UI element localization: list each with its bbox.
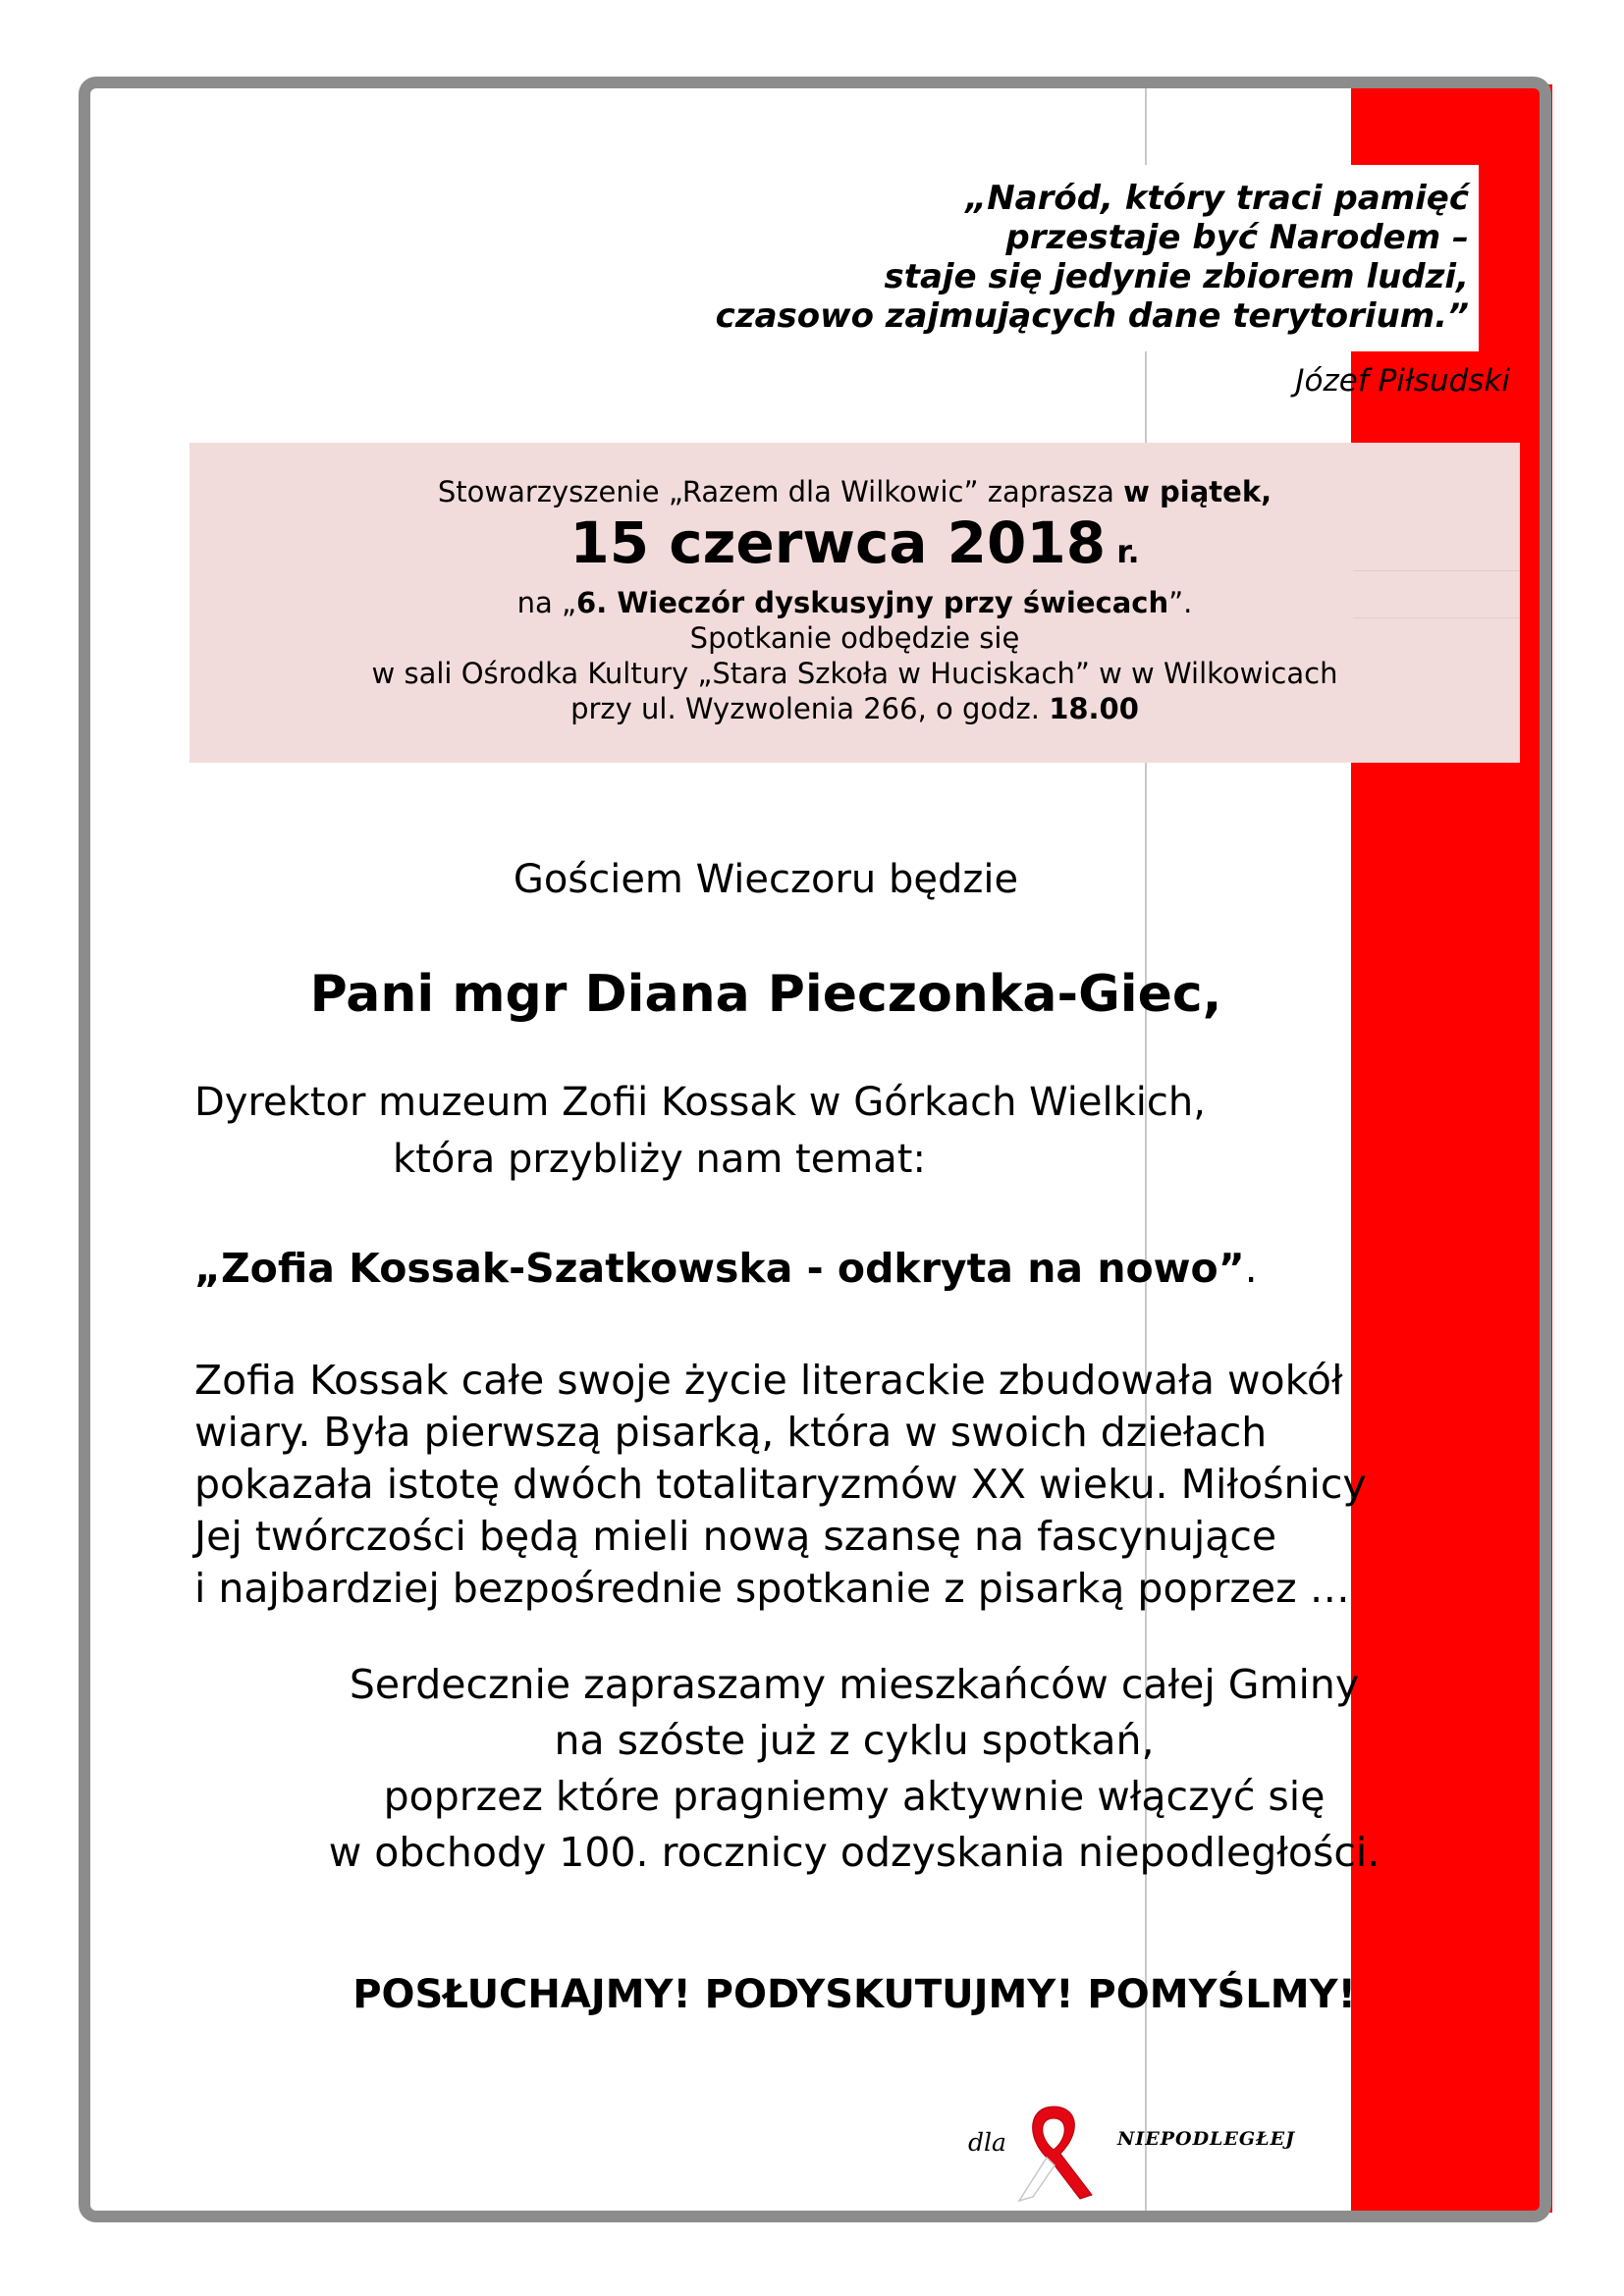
event-title-line: na „6. Wieczór dyskusyjny przy świecach”. — [516, 586, 1193, 619]
ribbon-icon — [1000, 2099, 1108, 2207]
description-line: Jej twórczości będą mieli nową szansę na fascynujące — [194, 1513, 1277, 1560]
description-line: Zofia Kossak całe swoje życie literackie zbudowała wokół — [194, 1357, 1343, 1404]
closing-line: Serdecznie zapraszamy mieszkańców całej Gminy — [349, 1661, 1360, 1708]
description-paragraph — [194, 1355, 1367, 1615]
logo-text: NIEPODLEGŁEJ — [1117, 2128, 1296, 2150]
guest-role: Dyrektor muzeum Zofii Kossak w Górkach Wielkich, — [194, 1080, 1206, 1125]
guest-name: Pani mgr Diana Pieczonka-Giec, — [309, 965, 1222, 1024]
guest-intro: Gościem Wieczoru będzie — [513, 857, 1019, 902]
closing-invitation — [0, 1657, 1624, 1881]
quote-line: staje się jedynie zbiorem ludzi, — [884, 257, 1469, 296]
slogan: POSŁUCHAJMY! PODYSKUTUJMY! POMYŚLMY! — [352, 1972, 1356, 2017]
closing-line: poprzez które pragniemy aktywnie włączyć się — [383, 1773, 1326, 1820]
closing-line: w obchody 100. rocznicy odzyskania niepodległości. — [328, 1829, 1380, 1876]
quote-line: czasowo zajmujących dane terytorium.” — [715, 296, 1469, 336]
quote-block — [687, 165, 1479, 351]
invitation-line-4: Spotkanie odbędzie się — [689, 621, 1020, 655]
invitation-box — [189, 443, 1520, 763]
venue-line: w sali Ośrodka Kultury „Stara Szkoła w Huciskach” w w Wilkowicach — [371, 657, 1338, 690]
event-date: 15 czerwca 2018 r. — [569, 509, 1140, 576]
divider — [1353, 617, 1520, 618]
quote-author: Józef Piłsudski — [1295, 363, 1510, 399]
divider — [1353, 570, 1520, 571]
logo-prefix: dla — [968, 2128, 1006, 2157]
niepodleglej-logo — [960, 2099, 1333, 2207]
invitation-line-1: Stowarzyszenie „Razem dla Wilkowic” zaprasza w piątek, — [437, 475, 1272, 508]
description-line: i najbardziej bezpośrednie spotkanie z pisarką poprzez … — [194, 1565, 1350, 1612]
description-line: wiary. Była pierwszą pisarką, która w swoich dziełach — [194, 1409, 1268, 1456]
description-line: pokazała istotę dwóch totalitaryzmów XX wieku. Miłośnicy — [194, 1461, 1367, 1508]
quote-line: „Naród, który traci pamięć — [965, 179, 1469, 218]
lecture-topic: „Zofia Kossak-Szatkowska - odkryta na nowo”. — [194, 1245, 1258, 1292]
address-time-line: przy ul. Wyzwolenia 266, o godz. 18.00 — [570, 692, 1139, 725]
topic-intro: która przybliży nam temat: — [393, 1137, 926, 1182]
closing-line: na szóste już z cyklu spotkań, — [554, 1717, 1155, 1764]
quote-line: przestaje być Narodem – — [1005, 218, 1469, 257]
